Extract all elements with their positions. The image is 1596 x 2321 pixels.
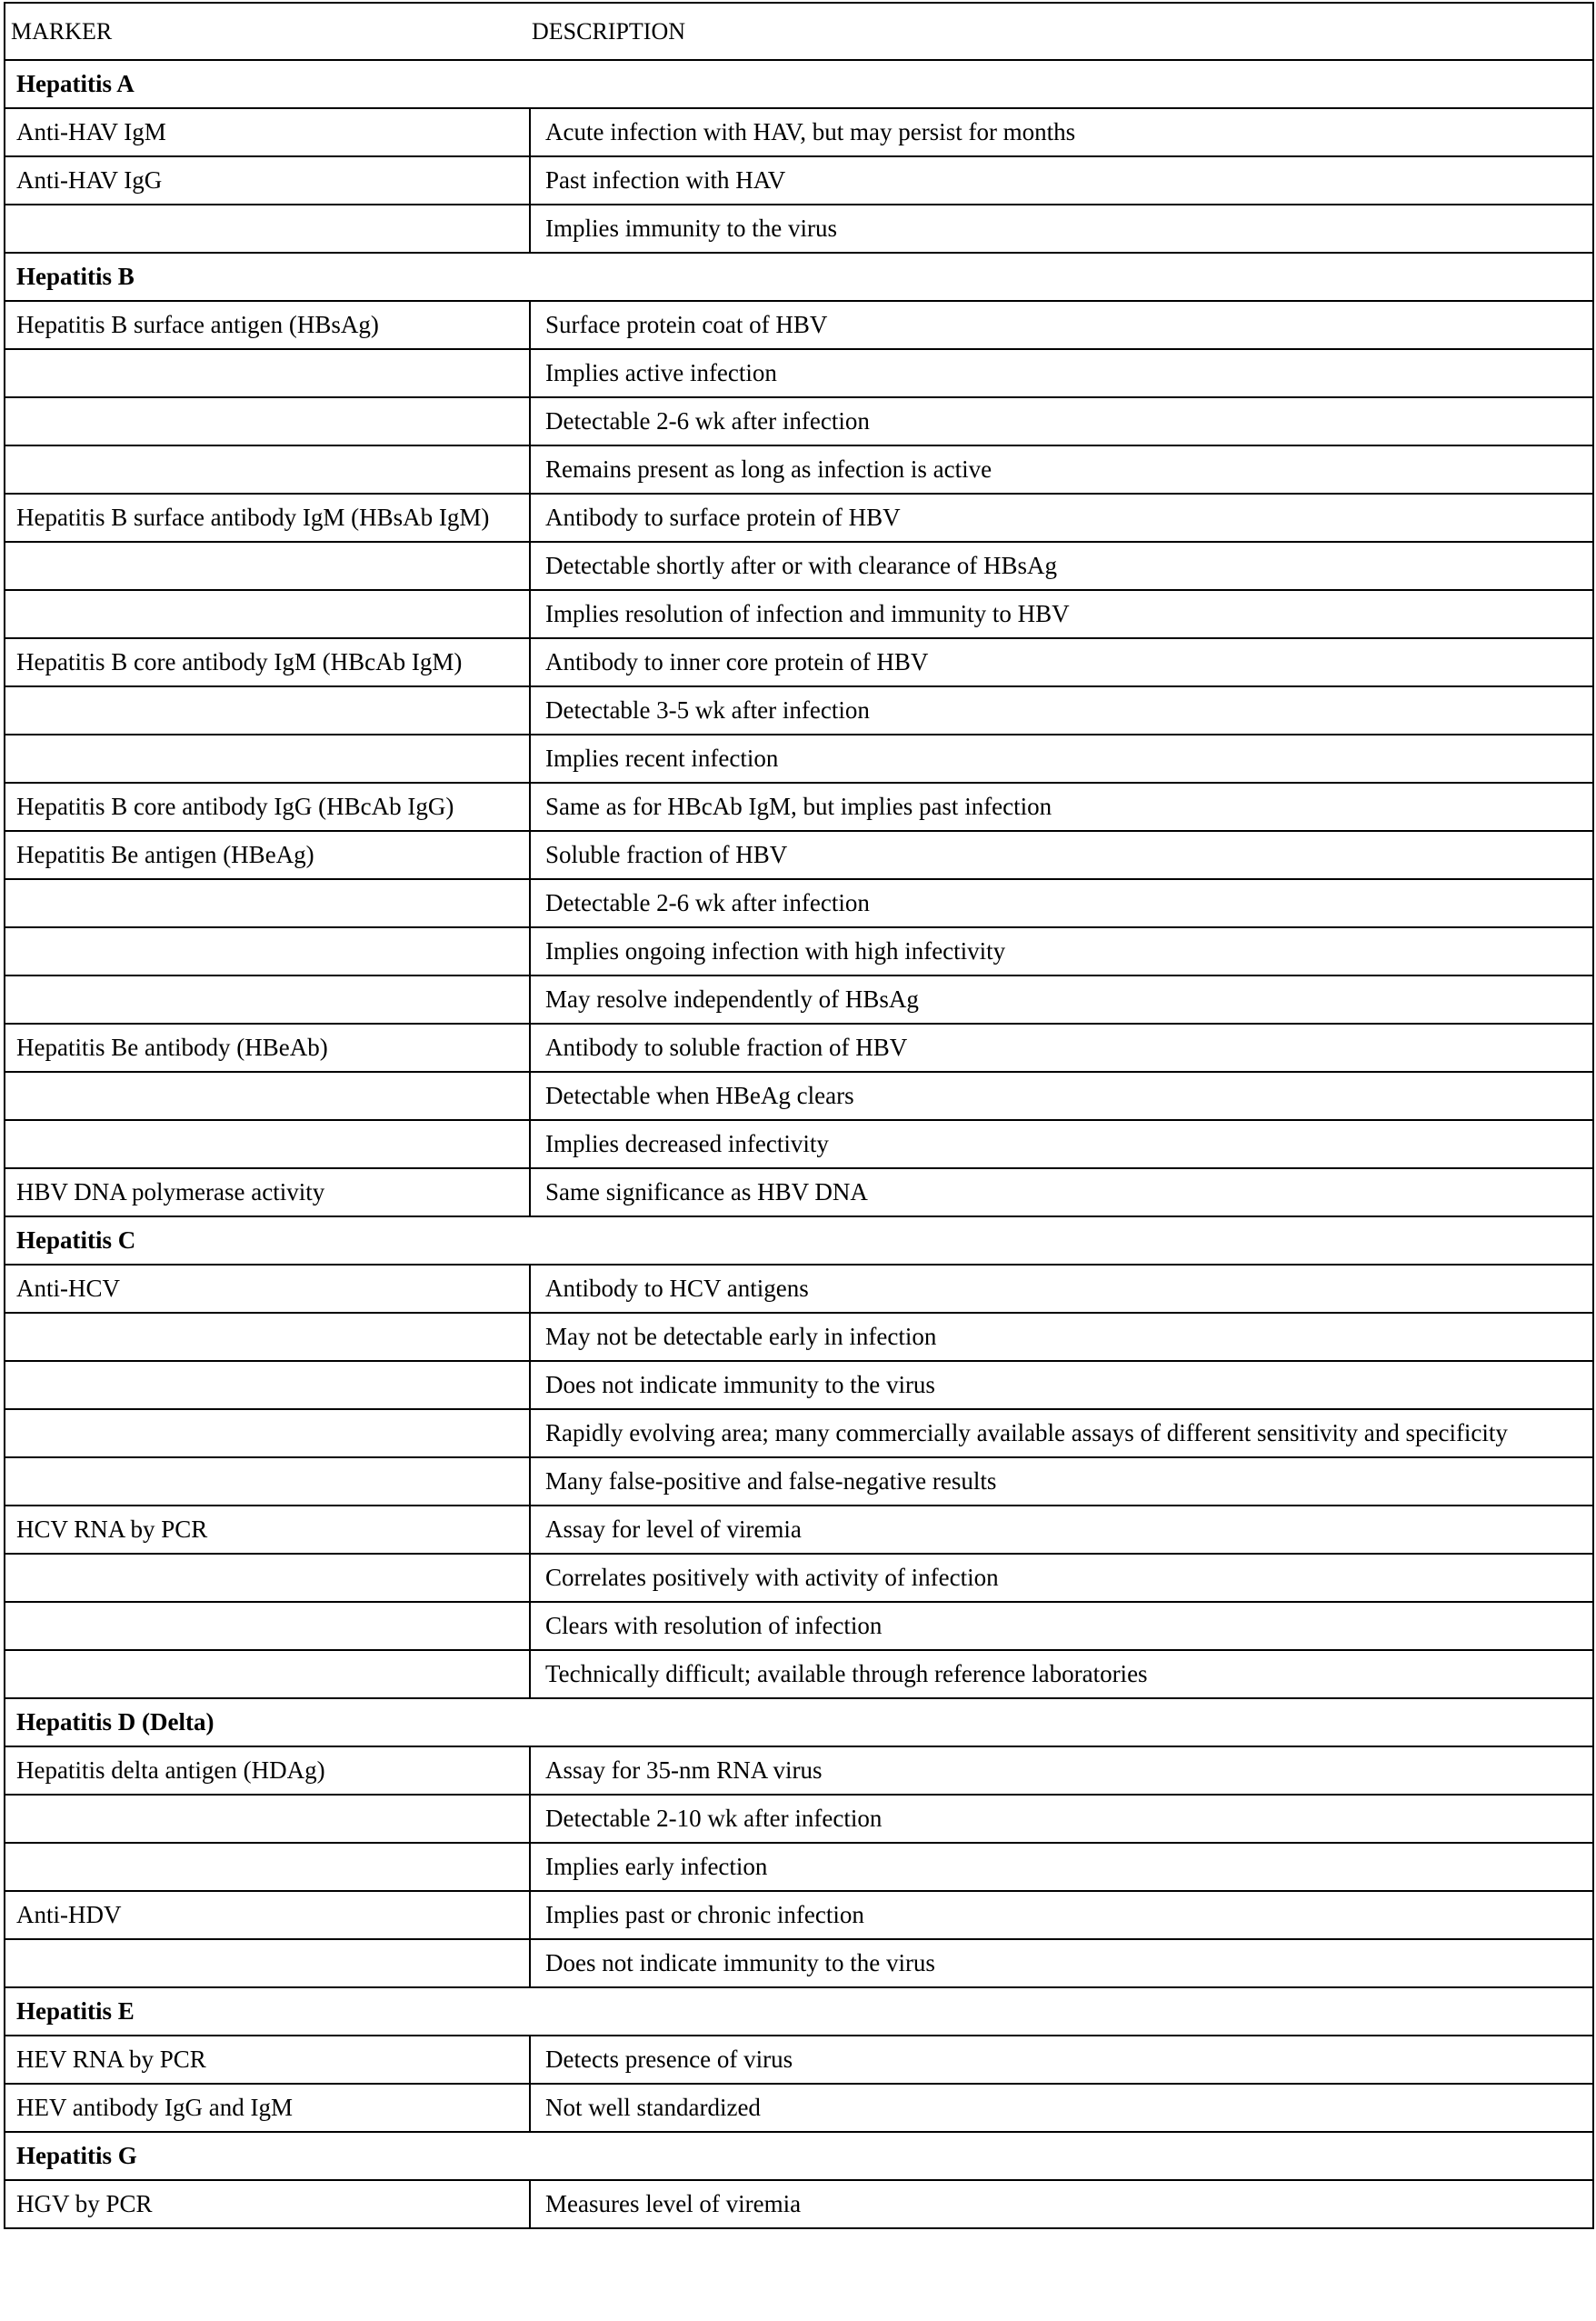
description-cell: Implies ongoing infection with high infectivity xyxy=(530,927,1593,975)
table-row xyxy=(5,2180,1593,2228)
marker-cell: Anti-HAV IgM xyxy=(5,108,530,156)
marker-cell xyxy=(5,927,530,975)
marker-cell xyxy=(5,1313,530,1361)
marker-cell xyxy=(5,686,530,735)
description-cell: Does not indicate immunity to the virus xyxy=(530,1939,1593,1987)
table-row xyxy=(5,445,1593,494)
section-heading: Hepatitis G xyxy=(5,2132,1593,2180)
marker-cell xyxy=(5,1457,530,1506)
table-row xyxy=(5,301,1593,349)
table-row xyxy=(5,1939,1593,1987)
marker-cell xyxy=(5,1361,530,1409)
description-cell: Clears with resolution of infection xyxy=(530,1602,1593,1650)
description-cell: Remains present as long as infection is active xyxy=(530,445,1593,494)
section-row xyxy=(5,2132,1593,2180)
description-cell: Implies past or chronic infection xyxy=(530,1891,1593,1939)
description-cell: Correlates positively with activity of infection xyxy=(530,1554,1593,1602)
table-row xyxy=(5,831,1593,879)
marker-cell: Anti-HAV IgG xyxy=(5,156,530,205)
marker-cell xyxy=(5,1554,530,1602)
table-row xyxy=(5,638,1593,686)
table-row xyxy=(5,1602,1593,1650)
marker-cell: Hepatitis delta antigen (HDAg) xyxy=(5,1746,530,1795)
marker-cell xyxy=(5,542,530,590)
marker-cell: Hepatitis B surface antigen (HBsAg) xyxy=(5,301,530,349)
table-row xyxy=(5,1843,1593,1891)
marker-cell xyxy=(5,1650,530,1698)
marker-cell xyxy=(5,735,530,783)
description-cell: Not well standardized xyxy=(530,2084,1593,2132)
marker-cell xyxy=(5,590,530,638)
description-cell: Implies recent infection xyxy=(530,735,1593,783)
table-row xyxy=(5,590,1593,638)
description-cell: Detectable 2-6 wk after infection xyxy=(530,879,1593,927)
marker-cell xyxy=(5,1072,530,1120)
table-row xyxy=(5,1072,1593,1120)
description-cell: Rapidly evolving area; many commercially available assays of different sensitivity and specificity xyxy=(530,1409,1593,1457)
description-cell: Detectable 3-5 wk after infection xyxy=(530,686,1593,735)
description-cell: Acute infection with HAV, but may persist for months xyxy=(530,108,1593,156)
description-cell: Technically difficult; available through reference laboratories xyxy=(530,1650,1593,1698)
table-row xyxy=(5,108,1593,156)
description-cell: Soluble fraction of HBV xyxy=(530,831,1593,879)
description-cell: Implies early infection xyxy=(530,1843,1593,1891)
table-row xyxy=(5,397,1593,445)
table-row xyxy=(5,1795,1593,1843)
description-cell: Antibody to soluble fraction of HBV xyxy=(530,1024,1593,1072)
table-row xyxy=(5,783,1593,831)
table-row xyxy=(5,1313,1593,1361)
description-cell: Implies active infection xyxy=(530,349,1593,397)
table-row xyxy=(5,542,1593,590)
description-cell: Implies resolution of infection and immunity to HBV xyxy=(530,590,1593,638)
description-cell: Implies decreased infectivity xyxy=(530,1120,1593,1168)
description-cell: Measures level of viremia xyxy=(530,2180,1593,2228)
table-body xyxy=(5,60,1593,2228)
marker-cell: HCV RNA by PCR xyxy=(5,1506,530,1554)
table-row xyxy=(5,349,1593,397)
marker-cell xyxy=(5,1795,530,1843)
section-heading: Hepatitis D (Delta) xyxy=(5,1698,1593,1746)
table-row xyxy=(5,1650,1593,1698)
marker-cell: HGV by PCR xyxy=(5,2180,530,2228)
marker-cell xyxy=(5,1843,530,1891)
table-row xyxy=(5,1746,1593,1795)
table-row xyxy=(5,1457,1593,1506)
marker-cell: HEV antibody IgG and IgM xyxy=(5,2084,530,2132)
table-row xyxy=(5,2084,1593,2132)
marker-cell xyxy=(5,1409,530,1457)
marker-cell: Hepatitis B core antibody IgM (HBcAb IgM) xyxy=(5,638,530,686)
description-cell: Past infection with HAV xyxy=(530,156,1593,205)
marker-cell xyxy=(5,205,530,253)
column-header-marker: MARKER xyxy=(5,3,530,60)
section-heading: Hepatitis B xyxy=(5,253,1593,301)
table-row xyxy=(5,735,1593,783)
header-row xyxy=(5,3,1593,60)
marker-cell xyxy=(5,879,530,927)
description-cell: Antibody to inner core protein of HBV xyxy=(530,638,1593,686)
marker-cell: Hepatitis Be antibody (HBeAb) xyxy=(5,1024,530,1072)
section-row xyxy=(5,1987,1593,2036)
table-row xyxy=(5,1361,1593,1409)
table-row xyxy=(5,1265,1593,1313)
table-row xyxy=(5,2036,1593,2084)
description-cell: Many false-positive and false-negative results xyxy=(530,1457,1593,1506)
marker-cell xyxy=(5,1120,530,1168)
table-row xyxy=(5,1168,1593,1216)
description-cell: Same significance as HBV DNA xyxy=(530,1168,1593,1216)
description-cell: Same as for HBcAb IgM, but implies past infection xyxy=(530,783,1593,831)
table-row xyxy=(5,1891,1593,1939)
description-cell: Detects presence of virus xyxy=(530,2036,1593,2084)
marker-cell xyxy=(5,975,530,1024)
section-row xyxy=(5,1216,1593,1265)
section-row xyxy=(5,1698,1593,1746)
marker-cell: Anti-HDV xyxy=(5,1891,530,1939)
section-row xyxy=(5,60,1593,108)
section-heading: Hepatitis A xyxy=(5,60,1593,108)
marker-cell: Hepatitis Be antigen (HBeAg) xyxy=(5,831,530,879)
table-row xyxy=(5,1409,1593,1457)
marker-cell: Hepatitis B core antibody IgG (HBcAb IgG) xyxy=(5,783,530,831)
description-cell: Detectable 2-10 wk after infection xyxy=(530,1795,1593,1843)
table-row xyxy=(5,1506,1593,1554)
description-cell: Detectable when HBeAg clears xyxy=(530,1072,1593,1120)
marker-cell: HEV RNA by PCR xyxy=(5,2036,530,2084)
marker-cell xyxy=(5,1602,530,1650)
description-cell: Surface protein coat of HBV xyxy=(530,301,1593,349)
table-row xyxy=(5,205,1593,253)
description-cell: May not be detectable early in infection xyxy=(530,1313,1593,1361)
hepatitis-markers-table xyxy=(4,2,1594,2229)
description-cell: Antibody to surface protein of HBV xyxy=(530,494,1593,542)
table-row xyxy=(5,1024,1593,1072)
marker-cell xyxy=(5,397,530,445)
marker-cell: Anti-HCV xyxy=(5,1265,530,1313)
table-row xyxy=(5,927,1593,975)
table-row xyxy=(5,1120,1593,1168)
description-cell: Antibody to HCV antigens xyxy=(530,1265,1593,1313)
marker-cell xyxy=(5,1939,530,1987)
description-cell: Detectable 2-6 wk after infection xyxy=(530,397,1593,445)
description-cell: Implies immunity to the virus xyxy=(530,205,1593,253)
section-heading: Hepatitis E xyxy=(5,1987,1593,2036)
marker-cell xyxy=(5,445,530,494)
marker-cell: HBV DNA polymerase activity xyxy=(5,1168,530,1216)
section-row xyxy=(5,253,1593,301)
description-cell: Does not indicate immunity to the virus xyxy=(530,1361,1593,1409)
marker-cell: Hepatitis B surface antibody IgM (HBsAb IgM) xyxy=(5,494,530,542)
table-row xyxy=(5,1554,1593,1602)
description-cell: Assay for level of viremia xyxy=(530,1506,1593,1554)
table-row xyxy=(5,879,1593,927)
marker-cell xyxy=(5,349,530,397)
table-row xyxy=(5,975,1593,1024)
table-header xyxy=(5,3,1593,60)
table-row xyxy=(5,494,1593,542)
section-heading: Hepatitis C xyxy=(5,1216,1593,1265)
description-cell: May resolve independently of HBsAg xyxy=(530,975,1593,1024)
column-header-description: DESCRIPTION xyxy=(530,3,1593,60)
description-cell: Detectable shortly after or with clearance of HBsAg xyxy=(530,542,1593,590)
description-cell: Assay for 35-nm RNA virus xyxy=(530,1746,1593,1795)
table-row xyxy=(5,156,1593,205)
table-row xyxy=(5,686,1593,735)
